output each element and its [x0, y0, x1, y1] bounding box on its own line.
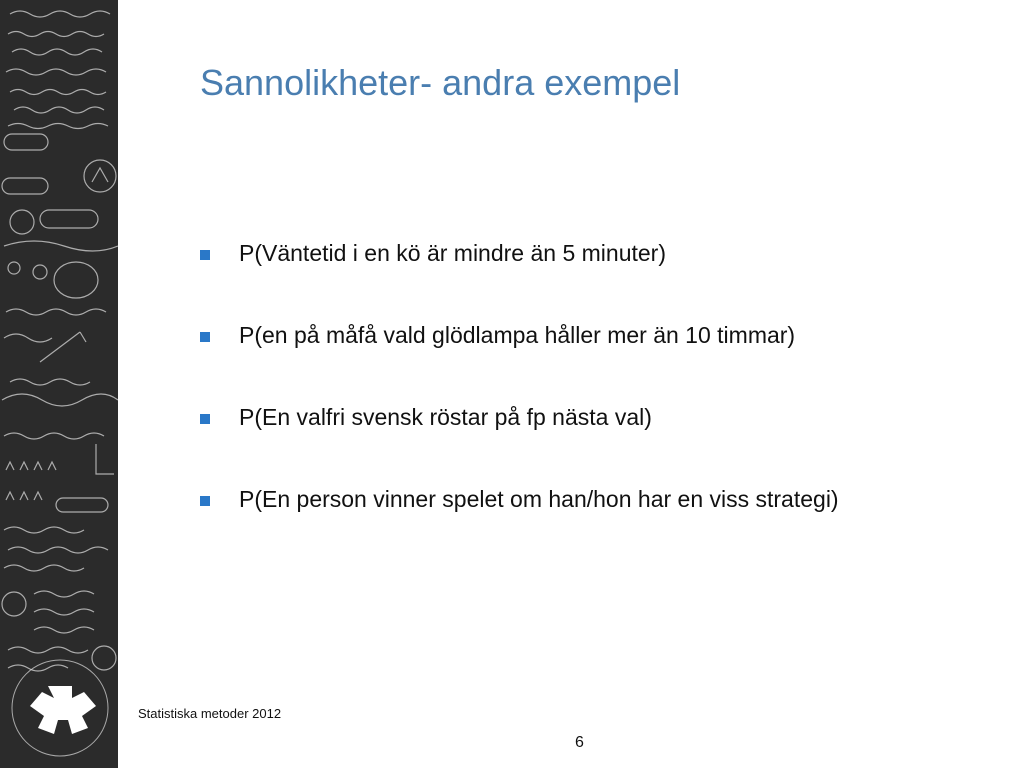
square-bullet-icon [200, 414, 210, 424]
square-bullet-icon [200, 496, 210, 506]
bullet-text: P(Väntetid i en kö är mindre än 5 minuter) [239, 240, 666, 266]
footer-course-name: Statistiska metoder 2012 [138, 706, 282, 721]
bullet-list [200, 236, 960, 564]
square-bullet-icon [200, 250, 210, 260]
bullet-item [200, 400, 960, 434]
university-logo-icon [12, 660, 108, 756]
chalk-scribbles [0, 0, 118, 768]
bullet-item [200, 482, 960, 516]
page-number: 6 [575, 734, 584, 751]
square-bullet-icon [200, 332, 210, 342]
bullet-text: P(en på måfå vald glödlampa håller mer än 10 timmar) [239, 322, 796, 348]
slide-title: Sannolikheter- andra exempel [200, 62, 681, 103]
bullet-item [200, 236, 960, 270]
bullet-item [200, 318, 960, 352]
chalkboard-side-image [0, 0, 118, 768]
bullet-text: P(En valfri svensk röstar på fp nästa val) [239, 404, 652, 430]
bullet-text: P(En person vinner spelet om han/hon har en viss strategi) [239, 486, 839, 512]
